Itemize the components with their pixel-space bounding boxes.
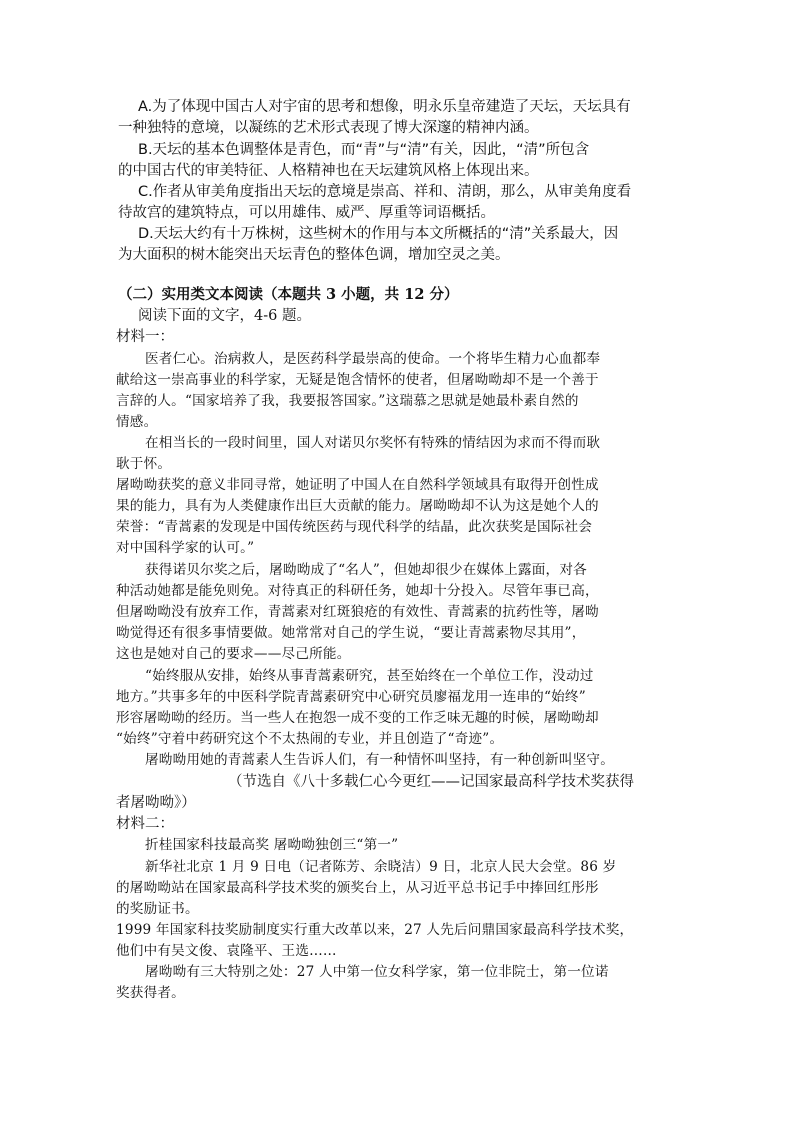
- material-one-line: 言辞的人。“国家培养了我，我要报答国家。”这瑞慕之思就是她最朴素自然的: [116, 393, 579, 409]
- material-two-line: 的屠呦呦站在国家最高科学技术奖的颁奖台上，从习近平总书记手中捧回红彤彤: [116, 880, 599, 896]
- material-one-line: 在相当长的一段时间里，国人对诺贝尔奖怀有特殊的情结因为求而不得而耿: [145, 435, 601, 451]
- material-one-line: 对中国科学家的认可。”: [116, 540, 255, 556]
- material-one-label: 材料一：: [116, 329, 174, 345]
- section-heading: （二）实用类文本阅读（本题共 3 小题，共 12 分）: [118, 286, 459, 303]
- material-two-line: 新华社北京 1 月 9 日电（记者陈芳、余晓洁）9 日，北京人民大会堂。86 岁: [145, 859, 617, 875]
- material-one-line: “始终服从安排，始终从事青蒿素研究，甚至始终在一个单位工作，没动过: [145, 668, 594, 684]
- material-two-headline: 折桂国家科技最高奖 屠呦呦独创三“第一”: [145, 837, 399, 853]
- material-one-line: 屠呦呦用她的青蒿素人生告诉人们，有一种情怀叫坚持，有一种创新叫坚守。: [145, 752, 614, 768]
- material-two-line: 他们中有吴文俊、袁隆平、王选……: [116, 943, 337, 959]
- material-two-line: 的奖励证书。: [116, 901, 199, 917]
- material-one-line: 种活动她都是能免则免。对待真正的科研任务，她却十分投入。尽管年事已高，: [116, 583, 599, 599]
- option-c-line-1: C.作者从审美角度指出天坛的意境是崇高、祥和、清朗，那么，从审美角度看: [138, 184, 632, 200]
- option-a-line-2: 一种独特的意境，以凝练的艺术形式表现了博大深邃的精神内涵。: [118, 120, 539, 136]
- option-b-line-2: 的中国古代的审美特征、人格精神也在天坛建筑风格上体现出来。: [118, 163, 539, 179]
- material-one-line: “始终”守着中药研究这个不太热闹的专业，并且创造了“奇迹”。: [116, 731, 504, 747]
- material-two-line: 屠呦呦有三大特别之处：27 人中第一位女科学家，第一位非院士，第一位诺: [145, 964, 609, 980]
- option-d-line-2: 为大面积的树木能突出天坛青色的整体色调，增加空灵之美。: [118, 247, 510, 263]
- material-one-line: 地方。”共事多年的中医科学院青蒿素研究中心研究员廖福龙用一连串的“始终”: [116, 689, 586, 705]
- material-one-line: 获得诺贝尔奖之后，屠呦呦成了“名人”，但她却很少在媒体上露面，对各: [145, 562, 587, 578]
- material-two-line: 奖获得者。: [116, 985, 185, 1001]
- option-b-line-1: B.天坛的基本色调整体是青色，而“青”与“清”有关，因此，“清”所包含: [138, 142, 590, 158]
- option-a-line-1: A.为了体现中国古人对宇宙的思考和想像，明永乐皇帝建造了天坛，天坛具有: [138, 99, 631, 115]
- material-one-line: 这也是她对自己的要求——尽己所能。: [116, 646, 351, 662]
- material-one-line: 屠呦呦获奖的意义非同寻常，她证明了中国人在自然科学领域具有取得开创性成: [116, 477, 599, 493]
- material-one-line: 耿于怀。: [116, 456, 172, 472]
- material-one-line: 呦觉得还有很多事情要做。她常常对自己的学生说，“要让青蒿素物尽其用”，: [116, 625, 586, 641]
- material-one-line: 情感。: [116, 414, 158, 430]
- material-one-line: 献给这一崇高事业的科学家，无疑是饱含情怀的使者，但屠呦呦却不是一个善于: [116, 372, 599, 388]
- material-one-line: 荣誉：“青蒿素的发现是中国传统医药与现代科学的结晶，此次获奖是国际社会: [116, 519, 593, 535]
- material-two-label: 材料二：: [116, 816, 174, 832]
- material-one-source-line-1: （节选自《八十多载仁心今更红——记国家最高科学技术奖获得: [228, 774, 634, 790]
- option-c-line-2: 待故宫的建筑特点，可以用雄伟、威严、厚重等词语概括。: [118, 205, 495, 221]
- material-one-line: 但屠呦呦没有放弃工作，青蒿素对红斑狼疮的有效性、青蒿素的抗药性等，屠呦: [116, 604, 599, 620]
- material-one-line: 果的能力，具有为人类健康作出巨大贡献的能力。屠呦呦却不认为这是她个人的: [116, 498, 599, 514]
- section-instruction: 阅读下面的文字，4-6 题。: [138, 308, 311, 324]
- option-d-line-1: D.天坛大约有十万株树，这些树木的作用与本文所概括的“清”关系最大，因: [138, 226, 619, 242]
- material-one-line: 医者仁心。治病救人，是医药科学最崇高的使命。一个将毕生精力心血都奉: [145, 351, 601, 367]
- material-one-line: 形容屠呦呦的经历。当一些人在抱怨一成不变的工作乏味无趣的时候，屠呦呦却: [116, 710, 599, 726]
- material-two-line: 1999 年国家科技奖励制度实行重大改革以来，27 人先后问鼎国家最高科学技术奖，: [116, 922, 634, 938]
- material-one-source-line-2: 者屠呦呦》）: [116, 795, 196, 811]
